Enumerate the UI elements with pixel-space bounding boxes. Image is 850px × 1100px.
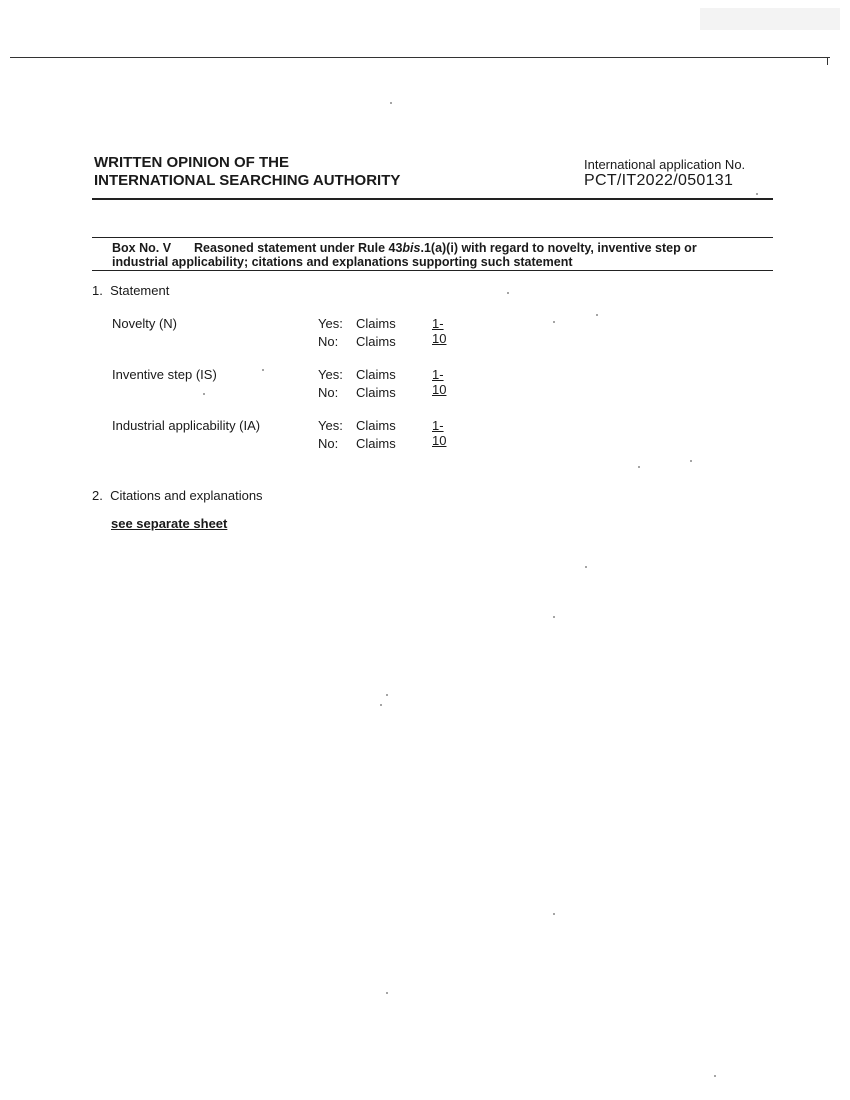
application-number-label: International application No. [584,157,746,172]
row-label: Novelty (N) [112,316,178,331]
scan-shade-top [700,8,840,30]
scan-speck [690,460,692,462]
box-heading-pre: Reasoned statement under Rule 43 [194,241,403,255]
scan-speck [262,369,264,371]
scan-speck [390,102,392,104]
box-bottom-rule [92,270,773,271]
no-claims-label: Claims [356,436,396,451]
no-label: No: [318,385,339,400]
yes-claims-label: Claims [356,367,396,382]
row-label: Inventive step (IS) [112,367,217,382]
statement-title: 1. Statement [92,283,170,298]
scan-speck [553,913,555,915]
box-heading [112,241,772,269]
title-line-2: INTERNATIONAL SEARCHING AUTHORITY [94,172,401,189]
yes-label: Yes: [318,418,343,433]
yes-claims-value: 1-10 [432,367,447,397]
scan-speck [714,1075,716,1077]
citations-title: 2. Citations and explanations [92,488,263,503]
top-rule [10,57,830,58]
scan-speck [203,393,205,395]
application-number: PCT/IT2022/050131 [584,172,734,189]
box-label: Box No. V [112,241,172,255]
yes-label: Yes: [318,316,343,331]
no-label: No: [318,436,339,451]
scan-speck [507,292,509,294]
scan-speck [386,992,388,994]
scan-speck [386,694,388,696]
scan-speck [756,193,758,195]
yes-claims-value: 1-10 [432,316,447,346]
scan-speck [596,314,598,316]
document-title [94,154,400,190]
box-top-rule [92,237,773,238]
top-rule-tick [827,57,828,65]
yes-claims-label: Claims [356,418,396,433]
box-heading-line-2: industrial applicability; citations and explanations supporting such statement [112,255,573,269]
yes-claims-label: Claims [356,316,396,331]
scan-speck [380,704,382,706]
scan-speck [585,566,587,568]
header-rule [92,198,773,200]
box-heading-italic: bis [402,241,421,255]
scan-speck [638,466,640,468]
yes-label: Yes: [318,367,343,382]
scan-speck [553,321,555,323]
no-claims-label: Claims [356,334,396,349]
see-separate-sheet-link[interactable]: see separate sheet [111,516,228,531]
scan-speck [553,616,555,618]
no-claims-label: Claims [356,385,396,400]
row-label: Industrial applicability (IA) [112,418,261,433]
box-heading-line-1 [112,241,772,255]
box-heading-post: .1(a)(i) with regard to novelty, inventive step or [420,241,697,255]
no-label: No: [318,334,339,349]
application-number-block [584,157,745,190]
yes-claims-value: 1-10 [432,418,447,448]
title-line-1: WRITTEN OPINION OF THE [94,154,289,171]
